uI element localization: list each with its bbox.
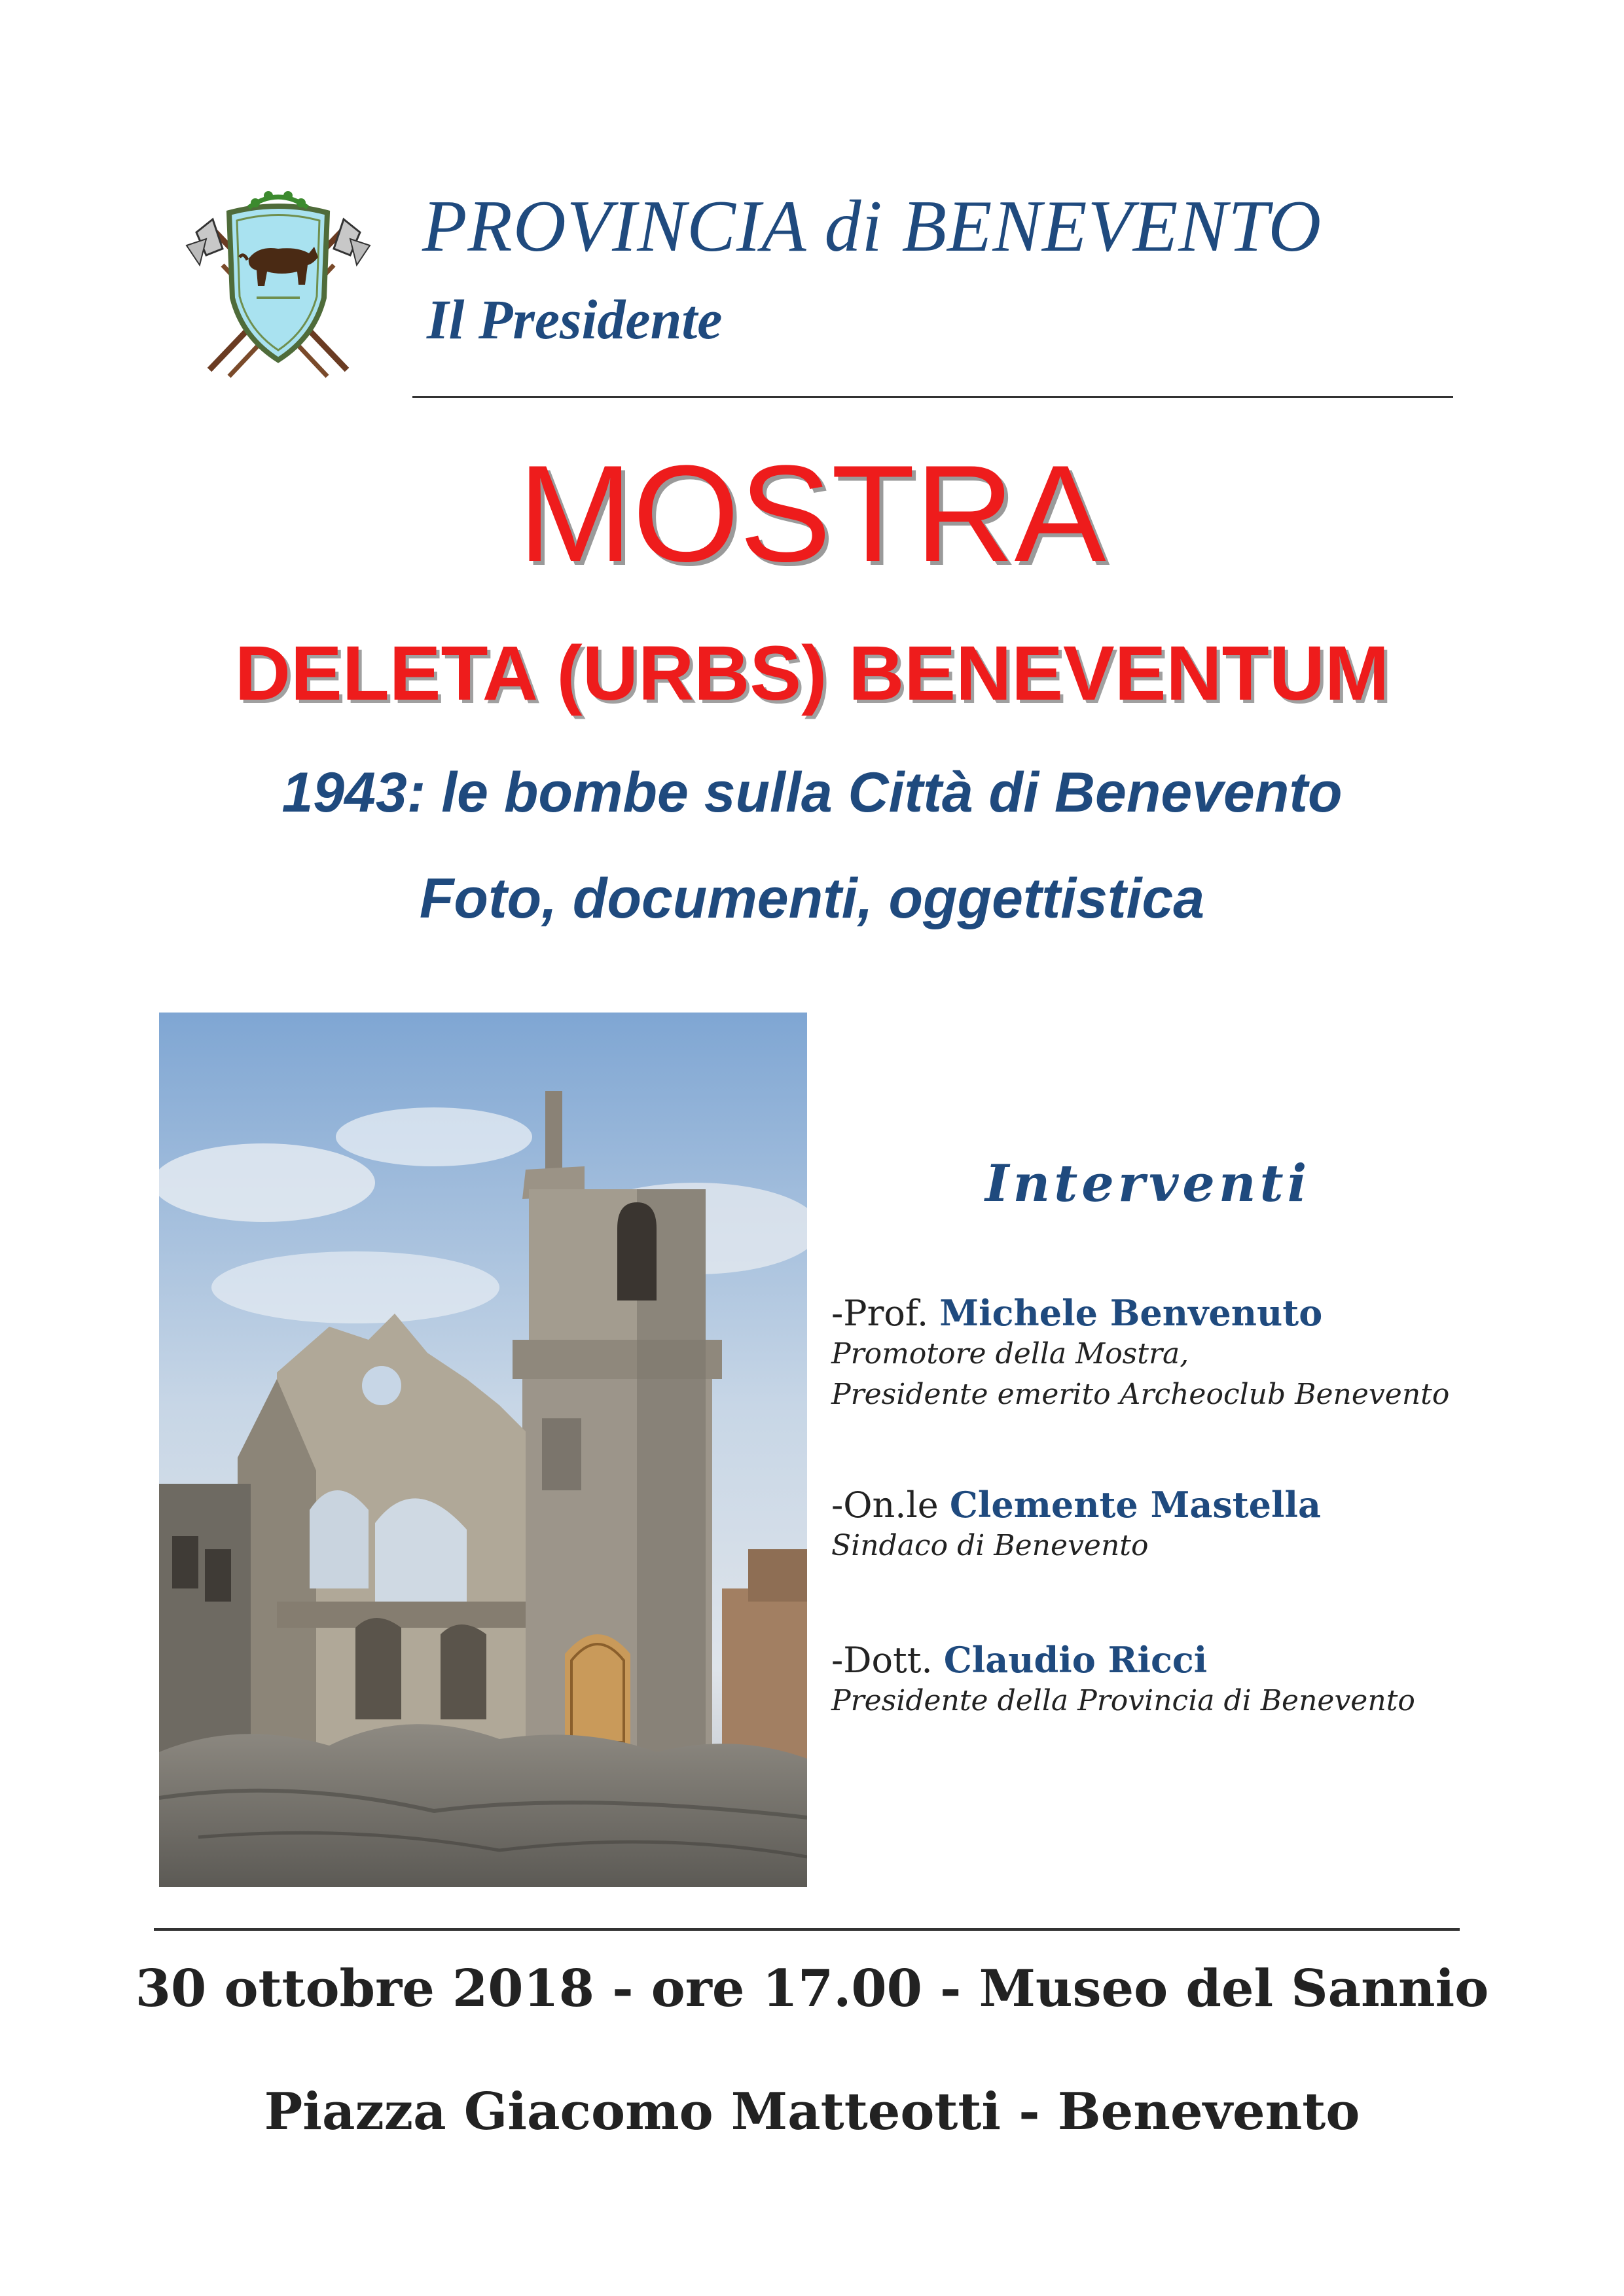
speaker-role: Sindaco di Benevento bbox=[831, 1529, 1149, 1563]
header-subtitle: Il Presidente bbox=[427, 288, 723, 351]
event-heading: MOSTRA bbox=[518, 437, 1106, 590]
speaker-line bbox=[831, 1640, 1617, 1681]
header-title: PROVINCIA di BENEVENTO bbox=[422, 186, 1322, 267]
event-subtitle-1: 1943: le bombe sulla Città di Benevento bbox=[281, 761, 1343, 824]
speaker-name: Clemente Mastella bbox=[949, 1484, 1322, 1526]
speaker-entry bbox=[831, 1640, 1617, 1721]
speaker-line bbox=[831, 1484, 1617, 1526]
speaker-role: Presidente emerito Archeoclub Benevento bbox=[831, 1377, 1450, 1411]
header-divider bbox=[412, 396, 1453, 398]
speaker-entry bbox=[831, 1484, 1617, 1566]
speaker-title: -Prof. bbox=[831, 1293, 940, 1334]
event-name: DELETA (URBS) BENEVENTUM bbox=[234, 630, 1390, 717]
speaker-line bbox=[831, 1293, 1617, 1334]
bombed-cathedral-photo bbox=[159, 1013, 807, 1887]
event-address: Piazza Giacomo Matteotti - Benevento bbox=[264, 2082, 1360, 2142]
provincia-crest-icon bbox=[183, 187, 373, 383]
speaker-entry bbox=[831, 1293, 1617, 1414]
footer-divider bbox=[154, 1928, 1460, 1931]
event-date-time-venue: 30 ottobre 2018 - ore 17.00 - Museo del Sannio bbox=[135, 1959, 1489, 2018]
speaker-name: Michele Benvenuto bbox=[939, 1292, 1323, 1334]
speaker-title: -Dott. bbox=[831, 1640, 944, 1681]
speaker-role: Promotore della Mostra, bbox=[831, 1337, 1189, 1371]
event-subtitle-2: Foto, documenti, oggettistica bbox=[419, 867, 1205, 930]
interventi-title: Interventi bbox=[985, 1154, 1311, 1213]
speaker-role: Presidente della Provincia di Benevento bbox=[831, 1684, 1415, 1718]
speaker-name: Claudio Ricci bbox=[943, 1639, 1208, 1681]
speaker-title: -On.le bbox=[831, 1484, 950, 1526]
